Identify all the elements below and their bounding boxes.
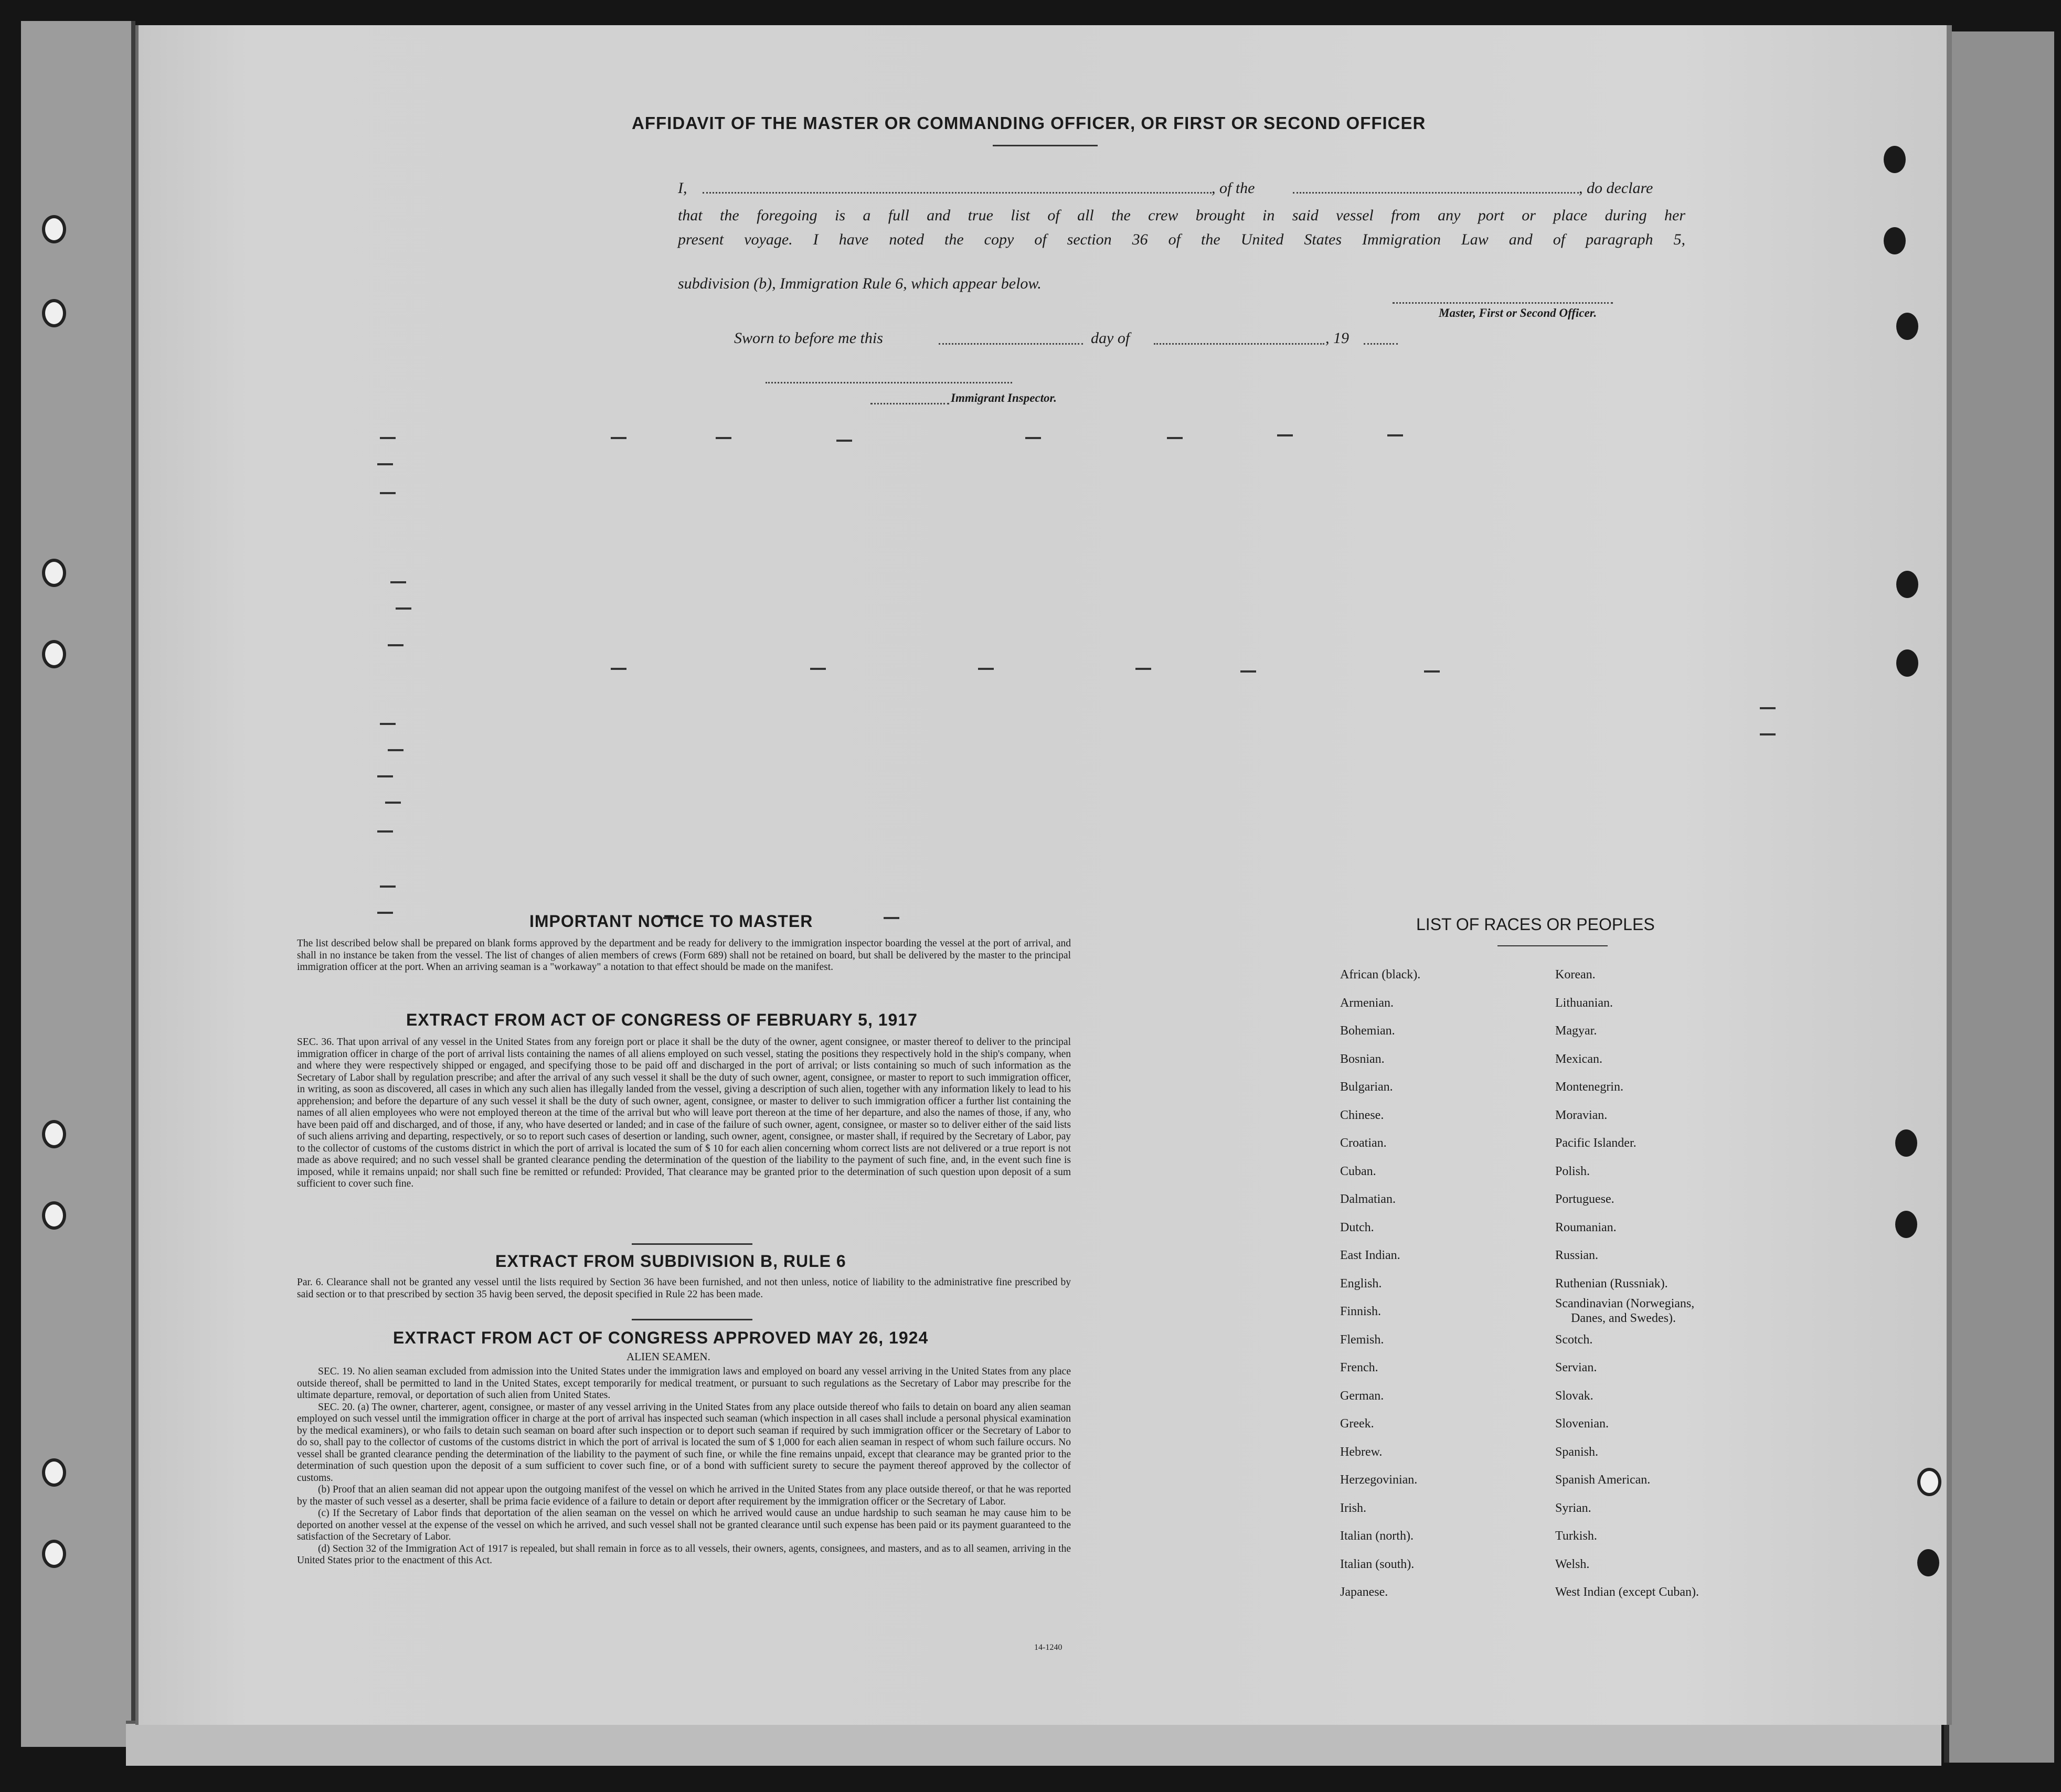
punch-hole-icon — [1896, 571, 1918, 598]
race-item: Dalmatian. — [1340, 1192, 1396, 1206]
race-item: Greek. — [1340, 1417, 1374, 1431]
race-item: Russian. — [1555, 1249, 1599, 1262]
race-item: German. — [1340, 1389, 1384, 1403]
race-item: Magyar. — [1555, 1024, 1597, 1038]
race-item: Bohemian. — [1340, 1024, 1395, 1038]
left-binding-strip — [21, 21, 135, 1747]
race-item: Irish. — [1340, 1501, 1366, 1515]
bleed-mark — [390, 581, 406, 583]
divider — [1497, 945, 1608, 946]
races-title: LIST OF RACES OR PEOPLES — [1416, 915, 1655, 934]
race-item: Flemish. — [1340, 1333, 1384, 1347]
notice-title: IMPORTANT NOTICE TO MASTER — [529, 912, 813, 931]
race-item: Slovak. — [1555, 1389, 1593, 1403]
bleed-mark — [884, 917, 899, 919]
bleed-mark — [611, 437, 626, 439]
punch-hole-icon — [42, 1458, 66, 1487]
punch-hole-icon — [1917, 1468, 1941, 1496]
punch-hole-icon — [42, 1120, 66, 1148]
bleed-mark — [716, 437, 731, 439]
bleed-mark — [1277, 434, 1293, 436]
form-number: 14-1240 — [1034, 1643, 1063, 1652]
bleed-mark — [377, 830, 393, 833]
race-item: Cuban. — [1340, 1165, 1376, 1178]
punch-hole-icon — [1895, 1211, 1917, 1238]
race-item: Japanese. — [1340, 1585, 1388, 1599]
punch-hole-icon — [1884, 227, 1906, 254]
race-item: African (black). — [1340, 968, 1421, 982]
extract-1924-body — [297, 1366, 1071, 1567]
punch-hole-icon — [1884, 146, 1906, 173]
extract-1917-title: EXTRACT FROM ACT OF CONGRESS OF FEBRUARY 5, 1917 — [406, 1010, 918, 1029]
race-item: English. — [1340, 1277, 1382, 1290]
affidavit-i-label: I, — [678, 179, 687, 197]
race-item: Moravian. — [1555, 1108, 1608, 1122]
bleed-mark — [836, 440, 852, 442]
bleed-mark — [396, 607, 411, 610]
race-item: Slovenian. — [1555, 1417, 1609, 1431]
affidavit-body — [678, 204, 1685, 252]
punch-hole-icon — [42, 1201, 66, 1230]
day-blank[interactable] — [939, 343, 1083, 345]
vessel-blank[interactable] — [1293, 192, 1579, 194]
bleed-mark — [380, 886, 396, 888]
bleed-mark — [978, 668, 994, 670]
bleed-mark — [1760, 733, 1776, 735]
race-item: Montenegrin. — [1555, 1080, 1623, 1094]
race-item: Armenian. — [1340, 996, 1394, 1010]
race-item: Welsh. — [1555, 1558, 1590, 1571]
bleed-mark — [1025, 437, 1041, 439]
race-item: Chinese. — [1340, 1108, 1384, 1122]
race-item: Polish. — [1555, 1165, 1590, 1178]
bleed-mark — [377, 775, 393, 777]
name-blank[interactable] — [703, 192, 1212, 194]
bleed-mark — [377, 463, 393, 465]
punch-hole-icon — [1895, 1129, 1917, 1157]
month-blank[interactable] — [1154, 343, 1324, 345]
punch-hole-icon — [42, 640, 66, 668]
inspector-blank[interactable] — [766, 382, 1012, 383]
race-item: Spanish. — [1555, 1445, 1599, 1459]
bleed-mark — [810, 668, 826, 670]
punch-hole-icon — [42, 559, 66, 587]
bleed-mark — [388, 644, 403, 646]
bleed-mark — [380, 492, 396, 494]
sec-20b-paragraph: (b) Proof that an alien seaman did not appear upon the outgoing manifest of the vessel on which he arrived in the United States from any place outside thereof, or that he was reported by the master of such vessel as a deserter, shall be prima facie evidence of a failure to detain or deport after requirement by the immigration officer or the Secretary of Labor. — [297, 1484, 1071, 1507]
sec-20d-paragraph: (d) Section 32 of the Immigration Act of 1917 is repealed, but shall remain in force as to all vessels, their owners, agents, consignees, and masters, and as to all seamen, arriving in the United States prior to the enactment of this Act. — [297, 1543, 1071, 1566]
punch-hole-icon — [42, 215, 66, 243]
race-item: Scotch. — [1555, 1333, 1593, 1347]
race-item: Italian (south). — [1340, 1558, 1415, 1571]
punch-hole-icon — [42, 1540, 66, 1568]
race-item: Ruthenian (Russniak). — [1555, 1277, 1668, 1290]
race-item: Korean. — [1555, 968, 1596, 982]
affidavit-line-3: subdivision (b), Immigration Rule 6, which appear below. — [678, 275, 1042, 292]
race-item: Pacific Islander. — [1555, 1136, 1637, 1150]
notice-body: The list described below shall be prepared on blank forms approved by the department and be ready for delivery to the immigration inspector boarding the vessel at the port of arrival, and shall in no instance be taken from the vessel. The list of changes of alien members of crews (Form 689) shall not be retained on board, but shall be delivered by the master to the principal immigration officer at the port. When an arriving seaman is a "workaway" a notation to that effect should be made on the manifest. — [297, 938, 1071, 973]
race-item: Danes, and Swedes). — [1571, 1311, 1676, 1325]
race-item: Croatian. — [1340, 1136, 1387, 1150]
race-item: Roumanian. — [1555, 1221, 1617, 1234]
year-label: , 19 — [1325, 329, 1349, 347]
race-item: Hebrew. — [1340, 1445, 1383, 1459]
sec-20c-paragraph: (c) If the Secretary of Labor finds that deportation of the alien seaman on the vessel on which he arrived would cause an undue hardship to such seaman he may cause him to be deported on another vessel at the expense of the vessel on which he arrived, and such vessel shall not be granted clearance until such expense has been paid or its payment guaranteed to the satisfaction of the Secretary of Labor. — [297, 1508, 1071, 1542]
bottom-page-edge — [126, 1721, 1941, 1766]
punch-hole-icon — [1896, 649, 1918, 677]
bleed-mark — [611, 668, 626, 670]
punch-hole-icon — [1917, 1549, 1939, 1576]
race-item: West Indian (except Cuban). — [1555, 1585, 1699, 1599]
inspector-label: Immigrant Inspector. — [951, 391, 1057, 404]
punch-hole-icon — [42, 299, 66, 327]
sec-19-paragraph: SEC. 19. No alien seaman excluded from admission into the United States under the immigration laws and employed on board any vessel arriving in the United States from any place outside thereof, shall be permitted to land in the United States, except temporarily for medical treatment, or pursuant to such regulations as the Secretary of Labor may prescribe for the ultimate departure, removal, or deportation of such alien from United States. — [297, 1366, 1071, 1401]
race-item: Finnish. — [1340, 1305, 1382, 1318]
race-item: French. — [1340, 1361, 1378, 1374]
rule6-title: EXTRACT FROM SUBDIVISION B, RULE 6 — [495, 1252, 846, 1271]
extract-1924-subtitle: ALIEN SEAMEN. — [626, 1350, 710, 1363]
race-item: Italian (north). — [1340, 1529, 1414, 1543]
race-item: Mexican. — [1555, 1052, 1602, 1066]
bleed-mark — [1760, 707, 1776, 709]
race-item: Lithuanian. — [1555, 996, 1613, 1010]
bleed-mark — [388, 749, 403, 751]
signature-label: Master, First or Second Officer. — [1439, 306, 1597, 319]
race-item: Bulgarian. — [1340, 1080, 1393, 1094]
year-blank[interactable] — [1364, 343, 1398, 345]
bleed-mark — [1135, 668, 1151, 670]
punch-hole-icon — [1896, 313, 1918, 340]
race-item: East Indian. — [1340, 1249, 1400, 1262]
bleed-mark — [380, 437, 396, 439]
race-item: Bosnian. — [1340, 1052, 1385, 1066]
rule6-body: Par. 6. Clearance shall not be granted any vessel until the lists required by Section 36 have been furnished, and not then unless, notice of liability to the administrative fine prescribed by said section or to that prescribed by section 35 havig been served, the deposit specified in Rule 22 has been made. — [297, 1277, 1071, 1300]
divider — [632, 1243, 752, 1245]
bleed-mark — [380, 723, 396, 725]
affidavit-line-2: present voyage. I have noted the copy of section 36 of the United States Immigration Law and of paragraph 5, — [678, 231, 1685, 248]
of-the-label: , of the — [1212, 179, 1255, 197]
day-of-label: day of — [1091, 329, 1130, 347]
affidavit-title: AFFIDAVIT OF THE MASTER OR COMMANDING OFFICER, OR FIRST OR SECOND OFFICER — [632, 113, 1426, 133]
divider — [632, 1319, 752, 1320]
inspector-blank-2[interactable] — [870, 403, 949, 404]
bleed-mark — [377, 912, 393, 914]
underlying-page-edge — [1944, 31, 2054, 1763]
affidavit-line-1: that the foregoing is a full and true list of all the crew brought in said vessel from any port or place during her — [678, 207, 1685, 224]
race-item: Spanish American. — [1555, 1473, 1651, 1487]
signature-blank[interactable] — [1393, 302, 1613, 304]
race-item: Portuguese. — [1555, 1192, 1614, 1206]
bleed-mark — [1424, 670, 1440, 673]
bleed-mark — [385, 802, 401, 804]
sec-20a-paragraph: SEC. 20. (a) The owner, charterer, agent, consignee, or master of any vessel arriving in the United States from any place outside thereof who fails to detain on board any alien seaman employed on such vessel until the immigration officer in charge at the port of arrival has inspected such seaman (which inspection in all cases shall include a personal physical examination by the medical examiners), or who fails to detain such seaman on board after such inspection or to deport such seaman if required by such immigration officer or the Secretary of Labor to do so, shall pay to the collector of customs of the customs district in which the port of arrival is located the sum of $ 1,000 for each alien seaman in respect of whom such failure occurs. No vessel shall be granted clearance pending the determination of the liability to the payment of such fine, or while the fine remains unpaid, except that clearance may be granted prior to the determination of such question upon the deposit of a sum sufficient to cover such fine, or of a bond with sufficient surety to secure the payment thereof approved by the collector of customs. — [297, 1401, 1071, 1484]
race-item: Servian. — [1555, 1361, 1597, 1374]
race-item: Syrian. — [1555, 1501, 1591, 1515]
declare-label: , do declare — [1579, 179, 1653, 197]
race-item: Turkish. — [1555, 1529, 1597, 1543]
form-page — [135, 25, 1952, 1725]
bleed-mark — [1387, 434, 1403, 436]
race-item: Dutch. — [1340, 1221, 1374, 1234]
bleed-mark — [1240, 670, 1256, 673]
extract-1924-title: EXTRACT FROM ACT OF CONGRESS APPROVED MAY 26, 1924 — [393, 1328, 929, 1347]
extract-1917-body: SEC. 36. That upon arrival of any vessel in the United States from any foreign port or place it shall be the duty of the owner, agent consignee, or master thereof to deliver to the principal immigration officer in charge of the port of arrival lists containing the names of all aliens employed on such vessel, stating the positions they respectively hold in the ship's company, when and where they were respectively shipped or engaged, and specifying those to be paid off and discharged in the port of arrival; or lists containing so much of such information as the Secretary of Labor shall by regulation prescribe; and after the arrival of any such vessel it shall be the duty of such owner, agent, consignee, or master to report to such immigration officer, in writing, as soon as discovered, all cases in which any such alien has illegally landed from the vessel, giving a description of such alien, together with any information likely to lead to his apprehension; and before the departure of any such vessel it shall be the duty of such owner, agent, consignee, or master to deliver to such immigration officer a further list containing the names of all alien employees who were not employed thereon at the time of the arrival but who will leave port thereon at the time of her departure, and also the names of those, if any, who have been paid off and discharged, and of those, if any, who have deserted or landed; and in case of the failure of such owner, agent, consignee, or master so to deliver either of the said lists of such aliens arriving and departing, respectively, or so to report such cases of desertion or landing, such owner, agent, consignee, or master shall, if required by the Secretary of Labor, pay to the collector of customs of the customs district in which the port of arrival is located the sum of $ 10 for each alien concerning whom correct lists are not delivered or a true report is not made as above required; and no such vessel shall be granted clearance pending the determination of the question of the liability to the payment of such fine, and, in the event such fine is imposed, while it remains unpaid; nor shall such fine be remitted or refunded: Provided, That clearance may be granted prior to the determination of such question upon deposit of a sum sufficient to cover such fine. — [297, 1037, 1071, 1189]
bleed-mark — [1167, 437, 1183, 439]
race-item: Scandinavian (Norwegians, — [1555, 1297, 1695, 1310]
race-item: Herzegovinian. — [1340, 1473, 1418, 1487]
divider — [993, 145, 1098, 146]
sworn-label: Sworn to before me this — [734, 329, 883, 347]
